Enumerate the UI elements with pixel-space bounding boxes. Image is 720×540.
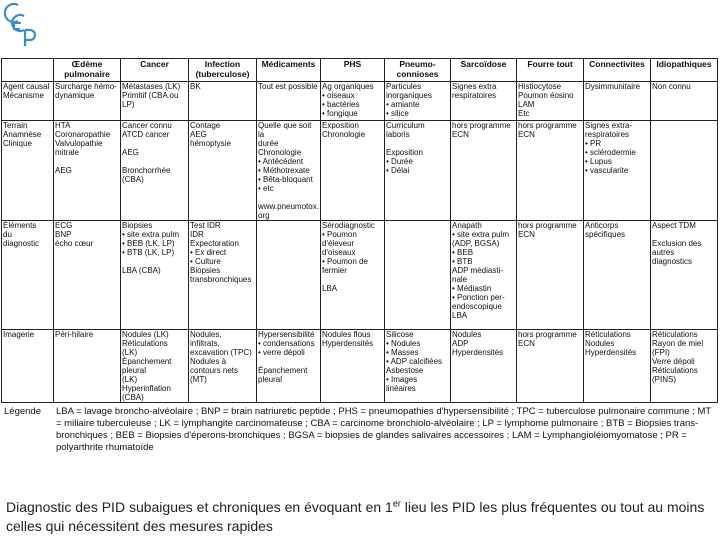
legend-label: Légende (4, 406, 41, 417)
table-cell: hors programme ECN (517, 221, 584, 330)
table-cell: hors programme ECN (517, 121, 584, 221)
table-cell: hors programme ECN (451, 121, 517, 221)
header-cell: Infection (tuberculose) (189, 59, 257, 82)
table-cell: Biopsies • site extra pulm • BEB (LK, LP) • BTB (LK, LP) LBA (CBA) (121, 221, 189, 330)
header-cell: Pneumo- connioses (385, 59, 451, 82)
row-header-cell: Terrain Anamnèse Clinique (2, 121, 54, 221)
table-cell: Péri-hilaire (54, 330, 121, 403)
table-cell: Nodules, infiltrats, excavation (TPC) Nodules à contours nets (MT) (189, 330, 257, 403)
table-row-elements (2, 221, 718, 330)
table-cell: Aspect TDM Exclusion des autres diagnostics (651, 221, 718, 330)
table-cell: Métastases (LK) Primitif (CBA ou LP) (121, 82, 189, 121)
table-cell: Signes extra- respiratoires • PR • sclérodermie • Lupus • vascularite (584, 121, 651, 221)
table-cell: Réticulations Rayon de miel (FPI) Verre dépoli Réticulations (PINS) (651, 330, 718, 403)
table-cell: Signes extra respiratoires (451, 82, 517, 121)
table-cell: Curriculum laboris Exposition • Durée • Délai (385, 121, 451, 221)
table-cell: HTA Coronaropathie Valvulopathie mitrale AEG (54, 121, 121, 221)
header-cell (2, 59, 54, 82)
slide-caption (6, 498, 716, 536)
header-cell: PHS (321, 59, 385, 82)
table-cell: Hypersensibilité • condensations • verre dépoli Épanchement pleural (257, 330, 321, 403)
caption-superscript: er (392, 498, 401, 509)
row-header-cell: Éléments du diagnostic (2, 221, 54, 330)
diagnostic-table (1, 58, 718, 403)
table-cell: Nodules flous Hyperdensités (321, 330, 385, 403)
table-cell: Test IDR IDR Expectoration • Ex direct • Culture Biopsies transbronchiques (189, 221, 257, 330)
header-cell: Sarcoïdose (451, 59, 517, 82)
header-cell: Cancer (121, 59, 189, 82)
table-cell: Dysimmunitaire (584, 82, 651, 121)
table-cell: Silicose • Nodules • Masses • ADP calcifiées Asbestose • Images linéaires (385, 330, 451, 403)
header-cell: Médicaments (257, 59, 321, 82)
table-cell: Ag organiques • oiseaux • bactéries • fongique (321, 82, 385, 121)
legend-text: LBA = lavage broncho-alvéolaire ; BNP = brain natriuretic peptide ; PHS = pneumopathies d'hypersensibilité ; TPC = tuberculose pulmonaire commune ; MT = miliaire tuberculeuse ; LK = lymphangite carcinomateuse ; CBA = carcinome bronchiolo-alvéolaire ; LP = lymphome pulmonaire ; BTB = Biopsies trans-bronchiques ; BEB = Biopsies d'éperons-bronchiques ; BGSA = biopsies de glandes salivaires accessoires ; LAM = Lymphangioléiomyomatose ; PR = polyarthrite rhumatoïde (56, 406, 712, 453)
table-cell: ECG BNP écho cœur (54, 221, 121, 330)
table-row-terrain (2, 121, 718, 221)
header-cell: Œdème pulmonaire (54, 59, 121, 82)
row-header-cell: Imagerie (2, 330, 54, 403)
cep-logo (2, 2, 40, 48)
header-cell: Connectivites (584, 59, 651, 82)
caption-text-start: Diagnostic des PID subaigues et chroniques en évoquant en 1 (6, 499, 393, 515)
table-cell: BK (189, 82, 257, 121)
table-cell: Particules inorganiques • amiante • silice (385, 82, 451, 121)
table-cell: Sérodiagnostic • Poumon d'éleveur d'oiseaux • Poumon de fermier LBA (321, 221, 385, 330)
table-cell (385, 221, 451, 330)
header-cell: Idiopathiques (651, 59, 718, 82)
table-cell: Histiocytose Poumon éosino LAM Etc (517, 82, 584, 121)
table-cell: Nodules (LK) Réticulations (LK) Épanchement pleural (LK) Hyperinflation (CBA) (121, 330, 189, 403)
table-row-agent (2, 82, 718, 121)
table-cell: Tout est possible (257, 82, 321, 121)
table-cell: Cancer connu ATCD cancer AEG Bronchorrhée (CBA) (121, 121, 189, 221)
header-row (2, 59, 718, 82)
table-cell: Réticulations Nodules Hyperdensités (584, 330, 651, 403)
caption-text-end: lieu les PID les plus fréquentes ou tout au moins celles qui nécessitent des mesures rapides (6, 499, 705, 534)
table-cell: Surcharge hémo- dynamique (54, 82, 121, 121)
table-row-imagerie (2, 330, 718, 403)
table-cell: Non connu (651, 82, 718, 121)
table-cell (651, 121, 718, 221)
table-cell: hors programme ECN (517, 330, 584, 403)
table-cell: Contage AEG hémoptysie (189, 121, 257, 221)
header-cell: Fourre tout (517, 59, 584, 82)
row-header-cell: Agent causal Mécanisme (2, 82, 54, 121)
table-cell: Nodules ADP Hyperdensités (451, 330, 517, 403)
table-cell: Anapath • site extra pulm (ADP, BGSA) • BEB • BTB ADP médiasti- nale • Médiastin • Ponction per- endoscopique LBA (451, 221, 517, 330)
table-cell: Exposition Chronologie (321, 121, 385, 221)
table-cell: Anticorps spécifiques (584, 221, 651, 330)
table-cell: Quelle que soit la durée Chronologie • Antécédent • Méthotrexate • Bêta-bloquant • etc www.pneumotox. org (258, 121, 319, 220)
table-cell (257, 221, 321, 330)
